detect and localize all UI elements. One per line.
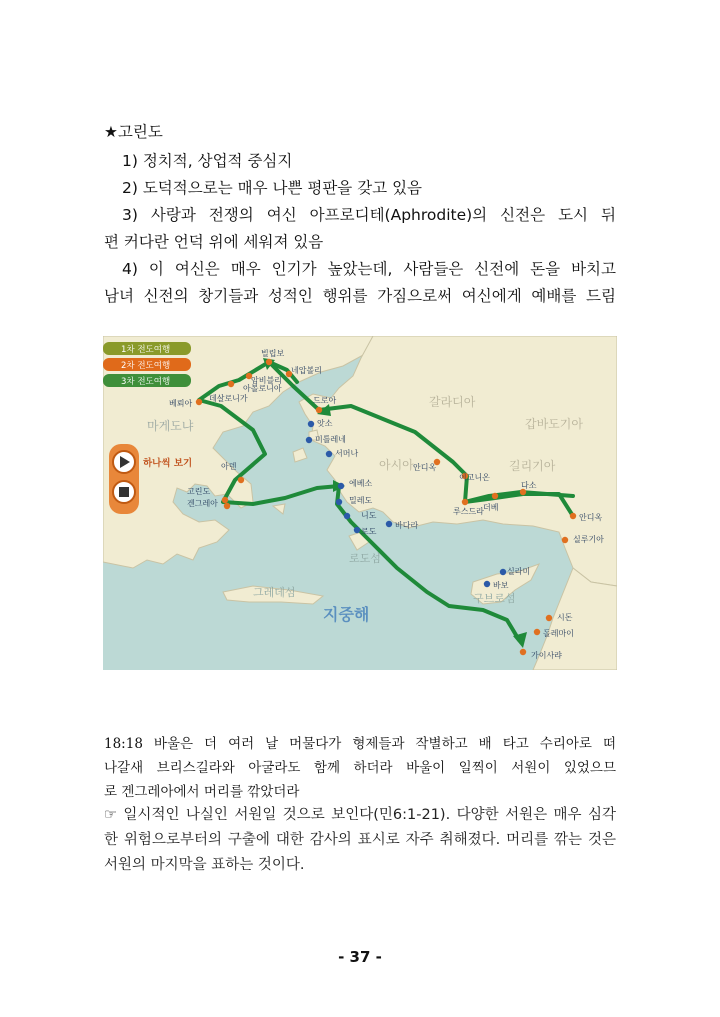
region-galatia: 갈라디아 [429, 395, 476, 409]
item-1: 1) 정치적, 상업적 중심지 [122, 152, 293, 170]
city-dot-troas [316, 407, 322, 413]
region-mediterranean: 지중해 [323, 605, 370, 624]
verse-line-1: 18:18 바울은 더 여러 날 머물다가 형제들과 작별하고 배 타고 수리아로 떠 [104, 736, 616, 752]
commentary-line-3: 서원의 마지막을 표하는 것이다. [104, 857, 305, 873]
commentary-line-1: ☞ 일시적인 나실인 서원일 것으로 보인다(민6:1-21). 다양한 서원은 매우 심각 [104, 807, 616, 823]
city-antioch-pisidia: 안디옥 [413, 463, 437, 472]
city-amphipolis: 암비블리 [251, 376, 282, 385]
city-iconium: 이고니온 [459, 473, 490, 482]
city-caesarea: 가이사랴 [531, 651, 562, 660]
commentary-line-2: 한 위험으로부터의 구출에 대한 감사의 표시로 자주 취해졌다. 머리를 깎는 것은 [104, 832, 616, 848]
city-rhodes: 로도 [361, 527, 377, 536]
missionary-journey-map [103, 336, 617, 670]
city-dot-assos [308, 421, 314, 427]
city-paphos: 바보 [493, 581, 509, 590]
city-mitylene: 미틀레네 [315, 435, 346, 444]
page-number: - 37 - [338, 948, 382, 966]
city-dot-derbe [492, 493, 498, 499]
city-dot-paphos [484, 581, 490, 587]
city-dot-caesarea [520, 649, 526, 655]
city-neapolis: 네압볼리 [291, 366, 322, 375]
city-dot-antioch-syria [570, 513, 576, 519]
city-dot-philippi [266, 359, 272, 365]
city-cenchrea: 겐그레아 [187, 499, 218, 508]
city-dot-thessalonica [228, 381, 234, 387]
region-asia: 아시아 [379, 458, 414, 472]
city-cnidus: 니도 [361, 511, 377, 520]
city-sidon: 시돈 [557, 613, 573, 622]
region-cyprus: 구브로섬 [473, 592, 516, 605]
city-ephesus: 에베소 [349, 479, 373, 488]
city-dot-rhodes [354, 527, 360, 533]
city-dot-berea [196, 399, 202, 405]
city-dot-smyrna [326, 451, 332, 457]
region-cilicia: 길리기아 [509, 459, 556, 473]
city-dot-mitylene [306, 437, 312, 443]
city-dot-lystra [462, 499, 468, 505]
map-legend [103, 342, 191, 387]
region-macedonia: 마게도냐 [147, 419, 194, 433]
city-patara: 바다라 [395, 521, 419, 530]
city-troas: 드로아 [313, 396, 337, 405]
region-crete: 그레데섬 [253, 586, 296, 599]
legend-3-label: 3차 전도여행 [121, 377, 171, 387]
city-dot-athens [238, 477, 244, 483]
item-3: 3) 사랑과 전쟁의 여신 아프로디테(Aphrodite)의 신전은 도시 뒤 [122, 206, 616, 224]
city-athens: 아덴 [221, 462, 237, 471]
city-tarsus: 다소 [521, 481, 537, 490]
city-dot-miletus [336, 499, 342, 505]
city-derbe: 더베 [483, 503, 499, 512]
verse-line-2: 나갈새 브리스길라와 아굴라도 함께 하더라 바울이 일찍이 서원이 있었으므 [104, 760, 616, 776]
city-apollonia: 아볼로니아 [243, 384, 282, 393]
city-thessalonica: 데살로니가 [209, 394, 248, 403]
legend-2-label: 2차 전도여행 [121, 361, 171, 371]
city-corinth: 고린도 [187, 487, 211, 496]
city-dot-cenchrea [224, 503, 230, 509]
city-smyrna: 서머나 [335, 449, 359, 458]
item-4: 4) 이 여신은 매우 인기가 높았는데, 사람들은 신전에 돈을 바치고 [122, 260, 616, 278]
city-assos: 앗소 [317, 419, 333, 428]
region-rhodes: 로도섬 [349, 552, 381, 565]
verse-line-3: 로 겐그레아에서 머리를 깎았더라 [104, 784, 300, 800]
item-4-cont: 남녀 신전의 창기들과 성적인 행위를 가짐으로써 여신에게 예배를 드림 [104, 287, 616, 305]
city-dot-sidon [546, 615, 552, 621]
city-dot-ephesus [338, 483, 344, 489]
city-antioch-syria: 안디옥 [579, 513, 603, 522]
city-dot-ptolemais [534, 629, 540, 635]
city-dot-seleucia [562, 537, 568, 543]
section-heading: ★고린도 [104, 123, 163, 141]
city-salamis: 실라미 [507, 567, 531, 576]
item-2: 2) 도덕적으로는 매우 나쁜 평판을 갖고 있음 [122, 179, 423, 197]
city-dot-cnidus [344, 513, 350, 519]
play-one-by-one-label[interactable]: 하나씩 보기 [143, 458, 193, 469]
legend-1-label: 1차 전도여행 [121, 345, 171, 355]
city-philippi: 빌립보 [261, 349, 285, 358]
city-seleucia: 실루기아 [573, 535, 604, 544]
city-lystra: 루스드라 [453, 507, 484, 516]
city-dot-patara [386, 521, 392, 527]
city-dot-salamis [500, 569, 506, 575]
city-miletus: 밀레도 [349, 496, 373, 505]
item-3-cont: 편 커다란 언덕 위에 세워져 있음 [104, 233, 324, 251]
stop-icon [119, 487, 129, 497]
city-dot-corinth [222, 497, 228, 503]
city-ptolemais: 돌레마이 [543, 629, 574, 638]
city-berea: 베뢰아 [169, 399, 193, 408]
region-cappadocia: 갑바도기아 [525, 417, 583, 431]
